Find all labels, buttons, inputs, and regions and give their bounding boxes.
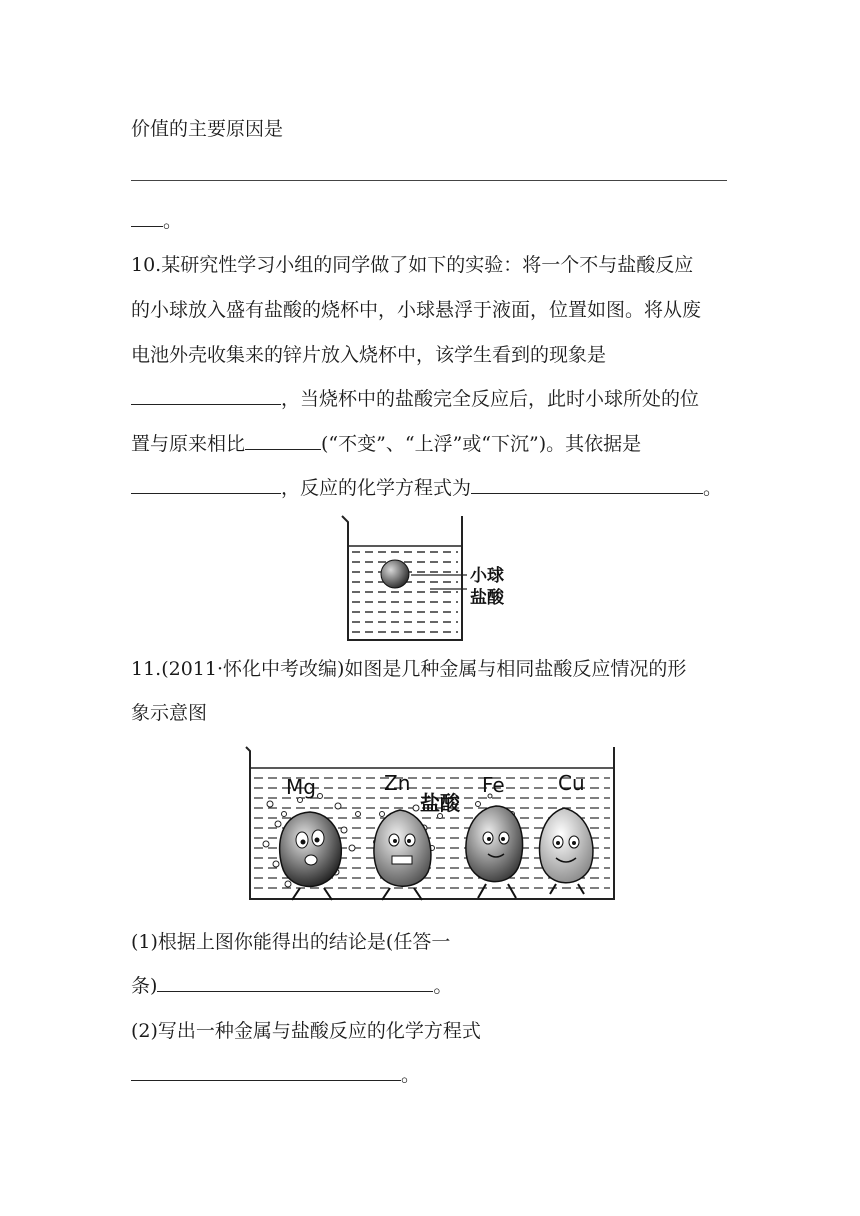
q11-sub2-line-2: 。: [131, 1062, 420, 1088]
q10-line-4: ，当烧杯中的盐酸完全反应后，此时小球所处的位: [131, 386, 699, 412]
metal-label-cu: Cu: [558, 771, 585, 795]
q9-answer-blank[interactable]: [131, 208, 163, 227]
q11-sub1-line-1: (1)根据上图你能得出的结论是(任答一: [131, 931, 451, 953]
q9-tail-text: 价值的主要原因是: [131, 118, 284, 140]
q11-line-1: 11.(2011·怀化中考改编)如图是几种金属与相同盐酸反应情况的形: [131, 658, 687, 680]
q11-conclusion-blank[interactable]: [157, 973, 433, 992]
beaker-ball-figure: [336, 512, 536, 644]
metal-label-zn: Zn: [384, 771, 411, 795]
q10-line-2: 的小球放入盛有盐酸的烧杯中，小球悬浮于液面，位置如图。将从废: [131, 299, 702, 321]
q10-line-5: 置与原来相比 (“不变”、“上浮”或“下沉”)。其依据是: [131, 433, 642, 455]
q10-position-blank[interactable]: [245, 431, 321, 450]
acid-label: 盐酸: [470, 588, 504, 608]
q10-equation-blank[interactable]: [471, 475, 703, 494]
metals-acid-label: 盐酸: [420, 791, 460, 815]
q10-basis-blank[interactable]: [131, 475, 281, 494]
q11-sub2-line-1: (2)写出一种金属与盐酸反应的化学方程式: [131, 1020, 481, 1042]
q10-phenomenon-blank[interactable]: [131, 386, 281, 405]
ball-label: 小球: [470, 566, 504, 586]
q9-answer-end: 。: [131, 208, 182, 234]
q10-line-6: ，反应的化学方程式为 。: [131, 475, 722, 501]
q11-line-2: 象示意图: [131, 702, 208, 724]
zinc-character: [374, 810, 431, 900]
metals-acid-figure: [240, 744, 620, 904]
q11-sub1-line-2: 条) 。: [131, 975, 453, 997]
q11-equation-blank[interactable]: [131, 1062, 401, 1081]
q10-line-1: 10.某研究性学习小组的同学做了如下的实验：将一个不与盐酸反应: [131, 254, 694, 276]
metal-label-mg: Mg: [286, 775, 316, 799]
q10-line-3: 电池外壳收集来的锌片放入烧杯中，该学生看到的现象是: [131, 344, 607, 366]
q9-answer-line[interactable]: [131, 180, 727, 181]
iron-character: [466, 806, 523, 898]
metal-label-fe: Fe: [482, 773, 505, 797]
ball-shape: [381, 560, 409, 588]
copper-character: [540, 808, 593, 894]
